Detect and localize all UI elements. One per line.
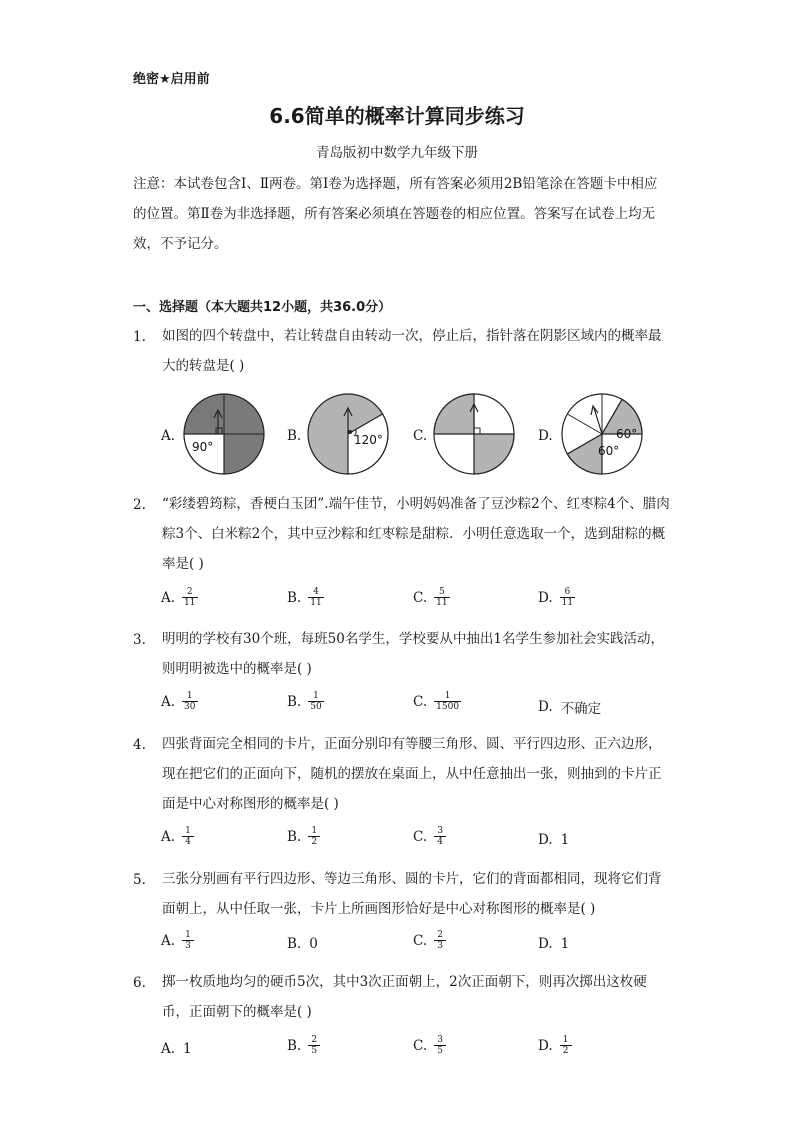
option-c (413, 1035, 445, 1056)
option-b (287, 587, 323, 608)
fraction (183, 587, 196, 608)
numerator: 1 (185, 930, 191, 940)
option-a (161, 930, 193, 951)
option-c (413, 826, 445, 847)
option-a (161, 587, 197, 608)
option-label (287, 428, 301, 444)
question-text: 四张背面完全相同的卡片，正面分别印有等腰三角形、圆、平行四边形、正六边形，现在把它们的正面向下，随机的摆放在桌面上，从中任意抽出一张，则抽到的卡片正面是中心对称图形的概率是( ) (162, 736, 662, 812)
option-letter: A. (161, 693, 176, 710)
angle-label: 60° (616, 427, 638, 441)
question-number: 3. (133, 632, 146, 648)
numerator: 6 (564, 587, 571, 597)
denominator: 3 (437, 941, 443, 951)
numerator: 2 (437, 930, 443, 940)
fraction (183, 930, 193, 951)
numerator: 1 (186, 691, 193, 701)
option-letter: C. (413, 932, 428, 949)
question-text: “彩缕碧筠粽，香梗白玉团”.端午佳节，小明妈妈准备了豆沙粽2个、红枣粽4个、腊肉粽3个、白米粽2个，其中豆沙粽和红枣粽是甜粽．小明任意选取一个，选到甜粽的概率是( ) (162, 496, 670, 572)
option-letter: D. (538, 832, 553, 848)
fraction (435, 1035, 445, 1056)
option-letter: B. (287, 693, 302, 710)
question-text: 掷一枚质地均匀的硬币5次，其中3次正面朝上，2次正面朝下，则再次掷出这枚硬币，正面朝下的概率是( ) (162, 974, 647, 1020)
option-letter: B. (287, 589, 302, 606)
question-number: 6. (133, 975, 146, 991)
confidential-mark: 绝密★启用前 (133, 72, 210, 87)
fraction (435, 691, 460, 712)
option-value: 1 (560, 936, 570, 952)
numerator: 2 (311, 1035, 318, 1045)
option-label (161, 428, 175, 444)
option-letter: C. (413, 1037, 428, 1054)
option-c (413, 930, 445, 951)
denominator: 2 (562, 1046, 569, 1056)
question-number: 4. (133, 737, 146, 753)
option-value: 1 (183, 1041, 192, 1057)
numerator: 4 (313, 587, 319, 597)
question-number: 2. (133, 497, 146, 513)
exam-note: 注意：本试卷包含Ⅰ、Ⅱ两卷。第Ⅰ卷为选择题，所有答案必须用2B铅笔涂在答题卡中相应的位置。第Ⅱ卷为非选择题，所有答案必须填在答题卷的相应位置。答案写在试卷上均无效，不予记分。 (133, 176, 658, 252)
option-letter: A. (161, 428, 176, 444)
numerator: 1 (185, 826, 191, 836)
option-a (161, 826, 193, 847)
denominator: 11 (184, 598, 196, 608)
option-letter: A. (161, 828, 176, 845)
question-text: 三张分别画有平行四边形、等边三角形、圆的卡片，它们的背面都相同，现将它们背面朝上，从中任取一张，卡片上所画图形恰好是中心对称图形的概率是( ) (162, 871, 662, 917)
numerator: 1 (444, 691, 451, 701)
spinner-d-figure (560, 392, 644, 476)
option-letter: D. (538, 428, 553, 444)
option-c (413, 691, 460, 712)
option-d (538, 1035, 571, 1056)
option-label (413, 428, 427, 444)
fraction (309, 1035, 319, 1056)
option-b (287, 691, 323, 712)
option-a (161, 691, 197, 712)
fraction (561, 1035, 571, 1056)
option-d (538, 936, 569, 952)
fraction (183, 691, 196, 712)
option-letter: D. (538, 699, 553, 715)
numerator: 2 (186, 587, 193, 597)
fraction (561, 587, 574, 608)
option-letter: D. (538, 1037, 553, 1054)
spinner-c-figure (432, 392, 516, 476)
numerator: 1 (313, 691, 319, 701)
fraction (309, 587, 322, 608)
denominator: 11 (436, 598, 448, 608)
option-b (287, 1035, 319, 1056)
option-letter: C. (413, 428, 428, 444)
option-letter: A. (161, 589, 176, 606)
fraction (309, 826, 319, 847)
denominator: 30 (184, 702, 196, 712)
option-letter: C. (413, 589, 428, 606)
question-number: 5. (133, 872, 146, 888)
numerator: 5 (439, 587, 445, 597)
option-letter: B. (287, 828, 302, 845)
fraction (309, 691, 322, 712)
angle-label: 90° (192, 440, 214, 454)
fraction (435, 930, 445, 951)
numerator: 3 (437, 1035, 443, 1045)
option-b (287, 936, 318, 952)
option-value: 0 (309, 936, 318, 952)
numerator: 1 (562, 1035, 569, 1045)
option-letter: A. (161, 1041, 176, 1057)
section-heading: 一、选择题（本大题共12小题，共36.0分） (133, 300, 392, 315)
option-c (413, 587, 449, 608)
numerator: 3 (437, 826, 443, 836)
denominator: 50 (310, 702, 322, 712)
denominator: 2 (311, 837, 318, 847)
fraction (435, 587, 448, 608)
option-value: 不确定 (560, 701, 602, 717)
denominator: 11 (310, 598, 322, 608)
numerator: 1 (311, 826, 318, 836)
fraction (183, 826, 193, 847)
option-letter: C. (413, 693, 428, 710)
denominator: 5 (311, 1046, 318, 1056)
spinner-a-figure (182, 392, 266, 476)
denominator: 5 (437, 1046, 443, 1056)
option-d (538, 832, 569, 848)
option-d (538, 587, 574, 608)
fraction (435, 826, 445, 847)
option-letter: B. (287, 1037, 302, 1054)
question-number: 1. (133, 329, 146, 345)
question-text: 明明的学校有30个班，每班50名学生，学校要从中抽出1名学生参加社会实践活动，则明明被选中的概率是( ) (162, 631, 664, 677)
denominator: 11 (561, 598, 574, 608)
denominator: 3 (185, 941, 191, 951)
option-letter: C. (413, 828, 428, 845)
option-letter: B. (287, 936, 302, 952)
option-b (287, 826, 319, 847)
angle-label: 120° (354, 433, 383, 447)
option-a (161, 1041, 192, 1057)
angle-label: 60° (598, 444, 620, 458)
denominator: 4 (437, 837, 443, 847)
option-letter: D. (538, 589, 553, 606)
page-title: 6.6简单的概率计算同步练习 (269, 104, 525, 128)
spinner-b-figure (306, 392, 390, 476)
option-label (538, 428, 553, 444)
question-text: 如图的四个转盘中，若让转盘自由转动一次，停止后，指针落在阴影区域内的概率最大的转盘是( ) (162, 328, 662, 374)
option-value: 1 (560, 832, 570, 848)
option-letter: A. (161, 932, 176, 949)
denominator: 4 (185, 837, 191, 847)
option-d (538, 697, 601, 717)
option-letter: B. (287, 428, 302, 444)
denominator: 1500 (436, 702, 460, 712)
page-subtitle: 青岛版初中数学九年级下册 (316, 145, 478, 161)
option-letter: D. (538, 936, 553, 952)
